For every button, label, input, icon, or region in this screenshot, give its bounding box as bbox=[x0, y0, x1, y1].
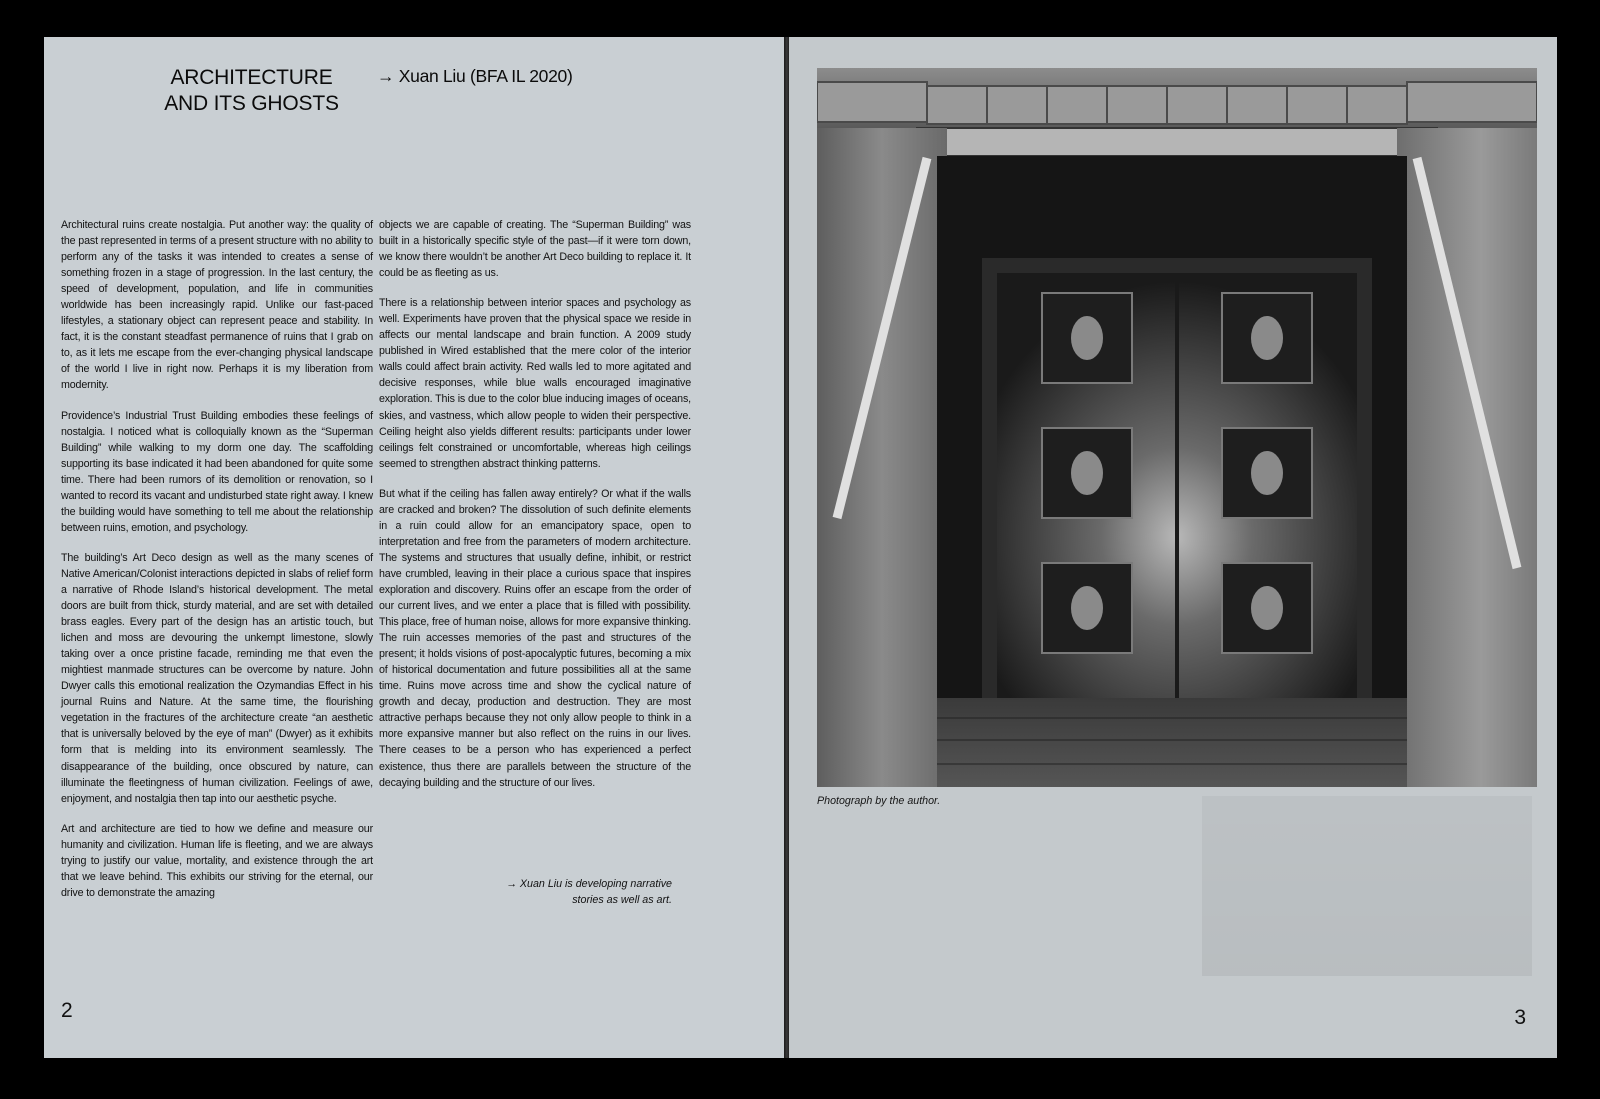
author-byline: → Xuan Liu (BFA IL 2020) bbox=[377, 66, 573, 86]
text-column-2 bbox=[379, 217, 691, 805]
text-column-1 bbox=[61, 217, 373, 915]
photo-caption: Photograph by the author. bbox=[817, 795, 941, 807]
show-through-shadow bbox=[1202, 796, 1532, 976]
paragraph: But what if the ceiling has fallen away entirely? Or what if the walls are cracked and broken? The dissolution of such definite elements in a ruin could allow for an emancipatory space, open to interpretation and free from the parameters of modern architecture. The systems and structures that usually define, inhibit, or restrict have crumbled, leaving in their place a curious space that inspires exploration and discovery. Ruins offer an escape from the order of our current lives, and we enter a place that is filled with possibility. This place, free of human noise, allows for more expansive thinking. The ruin accesses memories of the past and structures of the present; it holds visions of post-apocalyptic futures, becoming a mix of historical documentation and future possibilities all at the same time. Ruins move across time and show the cyclical nature of growth and decay, production and destruction. They are most attractive perhaps because they not only allow people to think in a more expansive manner but also reflect on the ruins in our lives. There ceases to be a person who has experienced a perfect existence, thus there are parallels between the structure of the decaying building and the structure of our lives. bbox=[379, 487, 691, 789]
paragraph: Providence’s Industrial Trust Building embodies these feelings of nostalgia. I noticed what is colloquially known as the “Superman Building” while walking to my dorm one day. The scaffolding supporting its base indicated it had been abandoned for quite some time. There had been rumors of its demolition or renovation, so I wanted to record its vacant and undisturbed state right away. I knew the building would have something to tell me about the relationship between ruins, emotion, and psychology. bbox=[61, 409, 373, 534]
title-line-2: AND ITS GHOSTS bbox=[164, 92, 339, 115]
left-page bbox=[44, 37, 786, 1058]
author-note-line-1: → Xuan Liu is developing narrative bbox=[506, 878, 672, 890]
title-line-1: ARCHITECTURE bbox=[170, 66, 333, 89]
paragraph: The building’s Art Deco design as well as the many scenes of Native American/Colonist interactions depicted in slabs of relief form a narrative of Rhode Island’s historical development. The metal doors are built from thick, sturdy material, and are set with detailed brass eagles. Every part of the design has an artistic touch, but lichen and moss are devouring the unkempt limestone, slowly taking over a once pristine facade, reminding me that even the mightiest manmade structures can be overcome by nature. John Dwyer calls this emotional realization the Ozymandias Effect in his journal Ruins and Nature. At the same time, the flourishing vegetation in the fractures of the architecture create “an aesthetic that is universally beloved by the eye of man” (Dwyer) as it exhibits form that is melding into its environment seamlessly. The disappearance of the building, once obscured by nature, can illuminate the fleetingness of human civilization. Feelings of awe, enjoyment, and nostalgia then tap into our aesthetic psyche. bbox=[61, 551, 373, 805]
paragraph: Architectural ruins create nostalgia. Put another way: the quality of the past represented in terms of a present structure with no ability to perform any of the tasks it was intended to creates a sense of something frozen in a stage of progression. In the last century, the speed of development, population, and life in communities worldwide has been increasingly rapid. Unlike our fast-paced lifestyles, a stationary object can represent peace and stability. In fact, it is the constant steadfast permanence of ruins that I grab on to, as it lets me escape from the ever-changing physical landscape of the world I live in right now. Perhaps it is my liberation from modernity. bbox=[61, 219, 373, 392]
author-note-line-2: stories as well as art. bbox=[572, 894, 672, 906]
right-page bbox=[789, 37, 1557, 1058]
paragraph: Art and architecture are tied to how we define and measure our humanity and civilization. Human life is fleeting, and we are always trying to justify our value, mortality, and existence through the art that we leave behind. This exhibits our striving for the eternal, our drive to demonstrate the amazing bbox=[61, 822, 373, 899]
paragraph: There is a relationship between interior spaces and psychology as well. Experiments have proven that the physical space we reside in affects our mental landscape and brain function. A 2009 study published in Wired established that the mere color of the interior walls could affect brain activity. Red walls led to more agitated and decisive responses, while blue walls encouraged imaginative exploration. This is due to the color blue inducing images of oceans, skies, and vastness, which allow people to widen their perspective. Ceiling height also yields different results: participants under lower ceilings felt constrained or uncomfortable, whereas high ceilings seemed to strengthen abstract thinking patterns. bbox=[379, 297, 691, 470]
page-number-left: 2 bbox=[61, 999, 73, 1022]
page-number-right: 3 bbox=[1514, 1006, 1526, 1029]
paragraph: objects we are capable of creating. The “Superman Building” was built in a historically specific style of the past—if it were torn down, we know there wouldn’t be another Art Deco building to replace it. It could be as fleeting as us. bbox=[379, 219, 691, 280]
door-photo-illustration bbox=[817, 68, 1537, 787]
author-note bbox=[442, 876, 672, 908]
article-title bbox=[124, 65, 379, 117]
door-photograph bbox=[817, 68, 1537, 787]
